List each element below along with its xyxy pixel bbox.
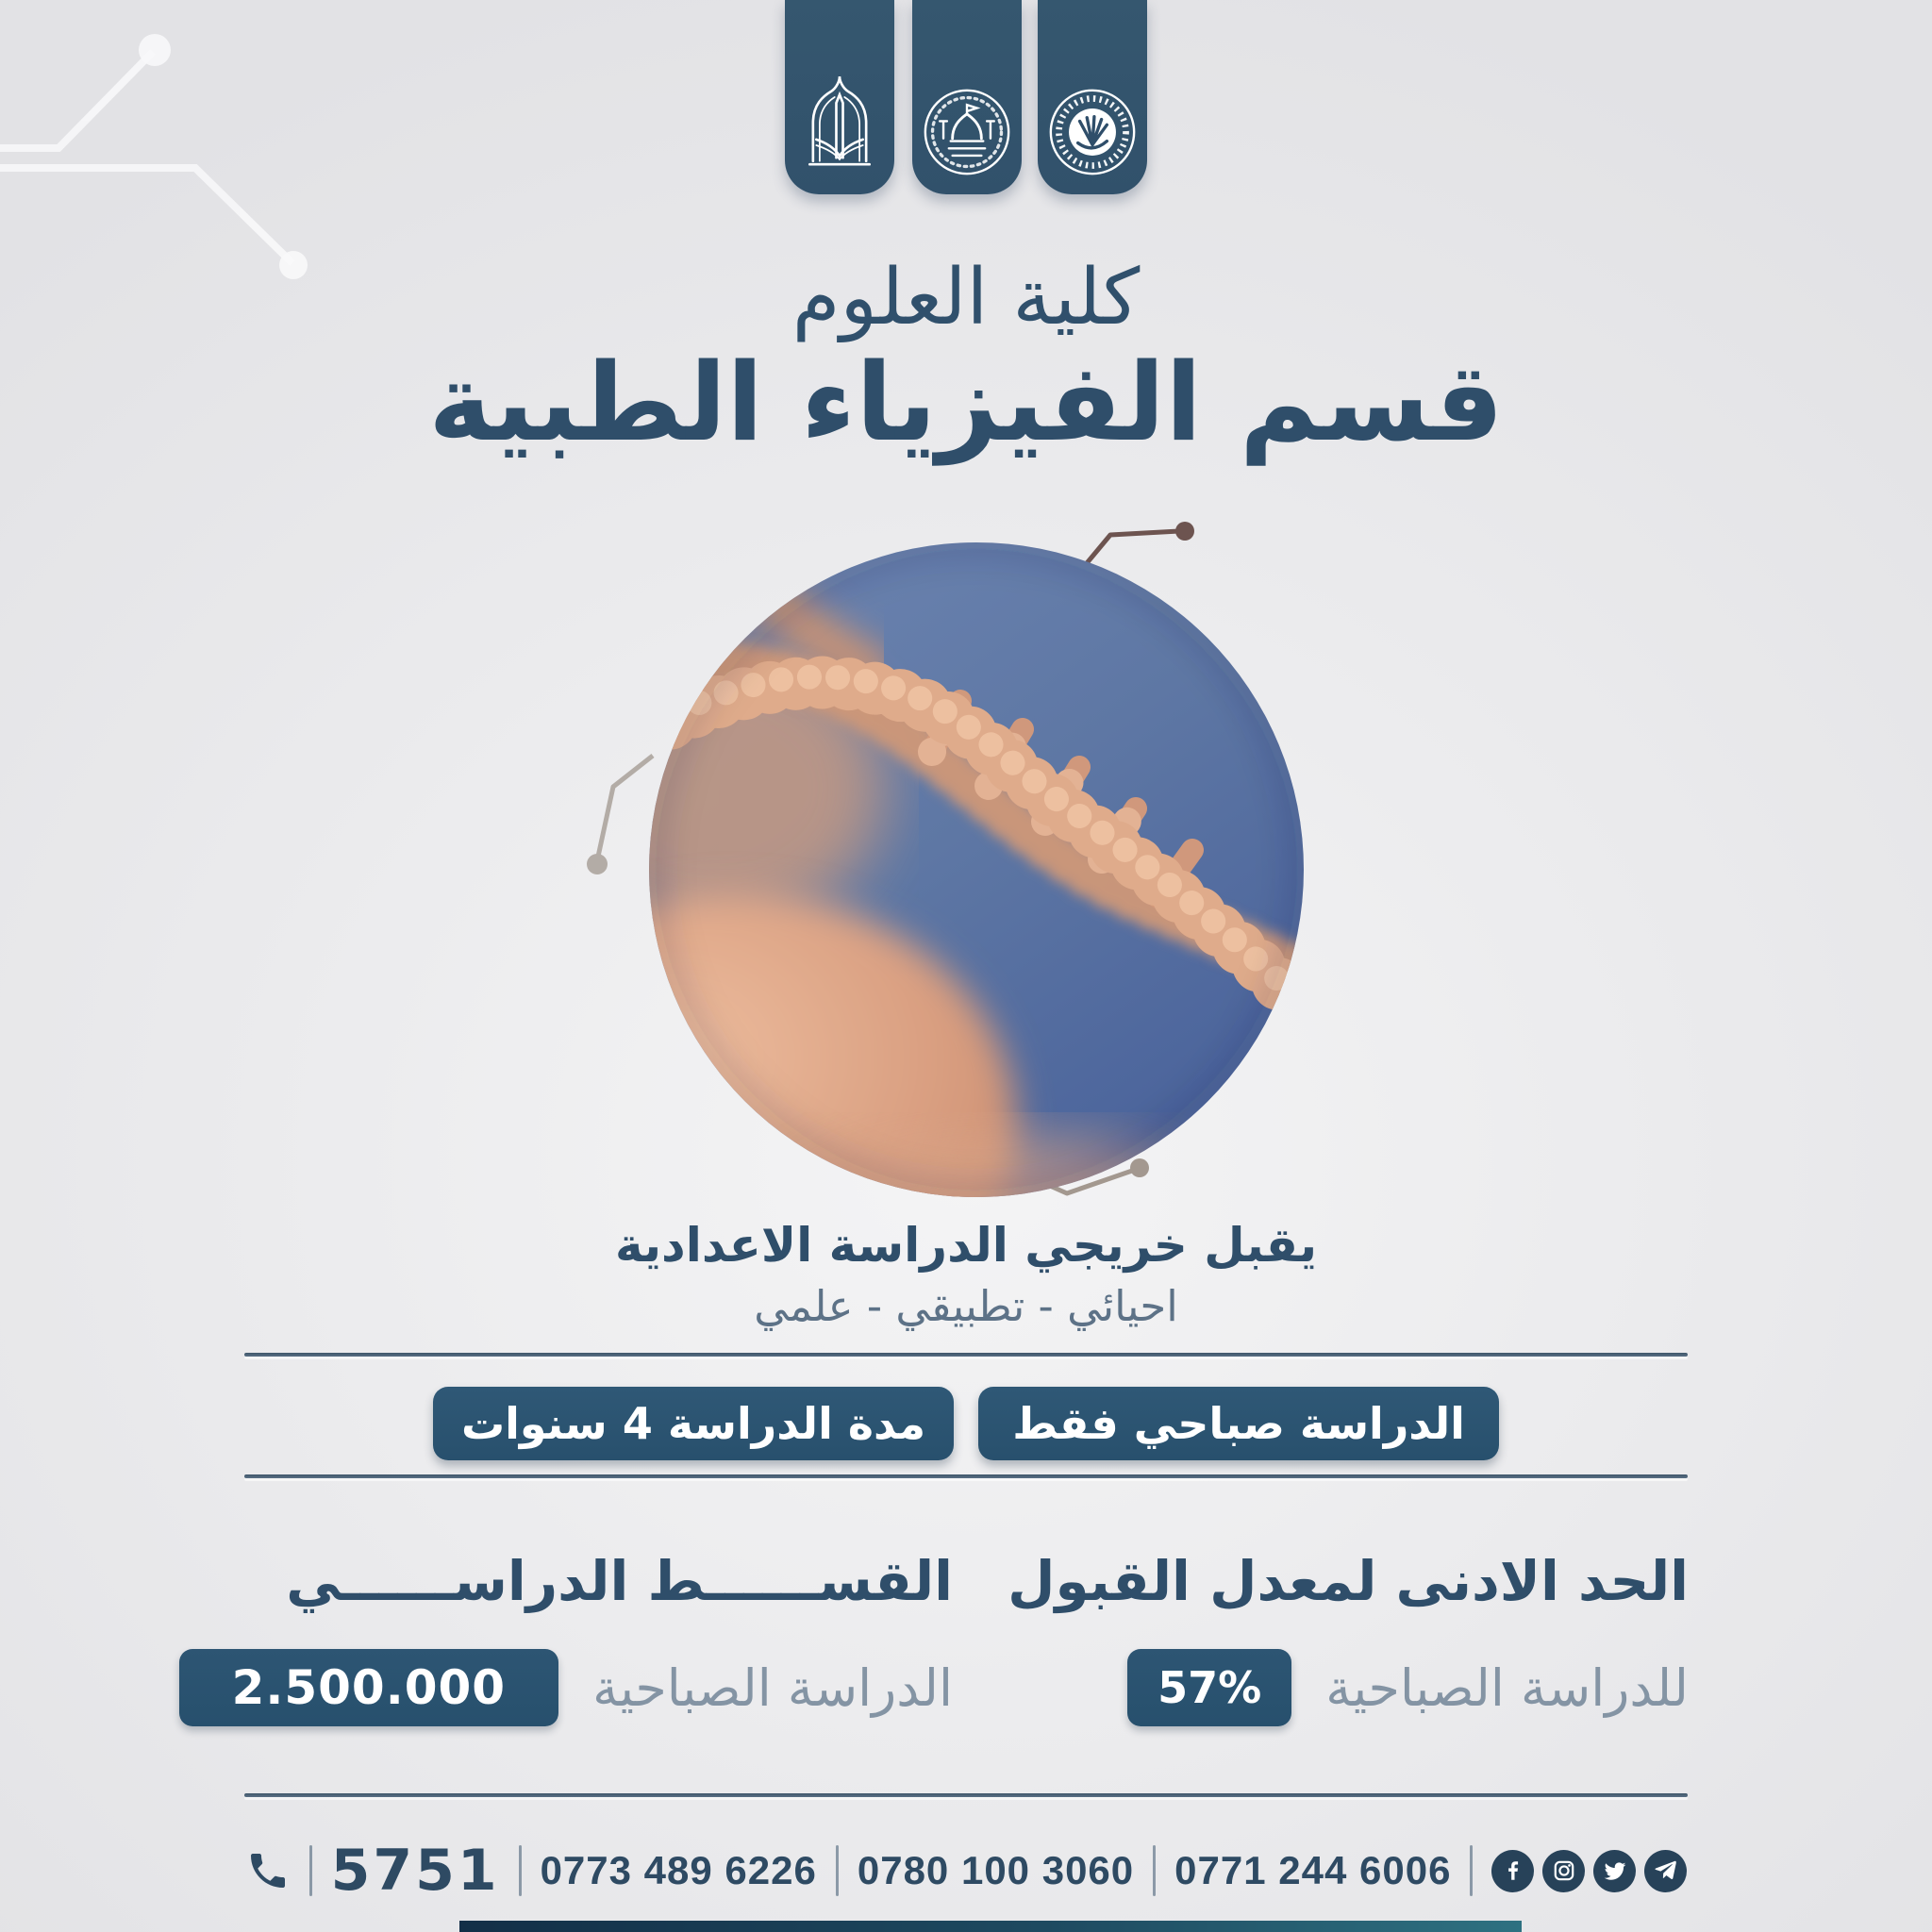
college-title: كلية العلوم — [791, 253, 1141, 342]
tuition-label: الدراسة الصباحية — [592, 1657, 953, 1718]
banner-ministry — [1038, 0, 1147, 194]
footer-separator — [836, 1845, 839, 1896]
admission-label: للدراسة الصباحية — [1325, 1657, 1689, 1718]
phone-icon — [245, 1848, 291, 1893]
divider-top — [244, 1353, 1688, 1357]
tuition-price-badge: 2.500.000 — [179, 1649, 559, 1726]
badge-row — [0, 1387, 1932, 1460]
morning-study-badge: الدراسة صباحي فقط — [978, 1387, 1499, 1460]
study-duration-badge: مدة الدراسة 4 سنوات — [433, 1387, 954, 1460]
tuition-row — [179, 1649, 953, 1726]
ministry-of-higher-education-logo-icon — [1047, 87, 1138, 177]
acceptance-tracks: احيائي - تطبيقي - علمي — [754, 1281, 1178, 1331]
footer-separator — [1470, 1845, 1473, 1896]
short-number: 5751 — [330, 1838, 500, 1904]
footer-separator — [1153, 1845, 1156, 1896]
instagram-icon[interactable] — [1542, 1850, 1585, 1892]
footer-separator — [519, 1845, 522, 1896]
acceptance-line: يقبل خريجي الدراسة الاعدادية — [614, 1218, 1318, 1273]
phone-number-2: 0780 100 3060 — [857, 1848, 1135, 1892]
bottom-accent-bar — [459, 1921, 1522, 1932]
holy-shrine-logo-icon — [922, 87, 1012, 177]
footer-contacts — [0, 1838, 1932, 1904]
divider-middle — [244, 1474, 1688, 1478]
social-icons — [1491, 1850, 1687, 1892]
banner-university — [785, 0, 894, 194]
tuition-header: القســــــط الدراســــــي — [286, 1549, 953, 1613]
twitter-icon[interactable] — [1593, 1850, 1636, 1892]
footer-separator — [309, 1845, 312, 1896]
facebook-icon[interactable] — [1491, 1850, 1534, 1892]
phone-number-3: 0771 244 6006 — [1174, 1848, 1452, 1892]
university-of-warith-logo-icon — [798, 72, 881, 177]
divider-bottom — [244, 1793, 1688, 1797]
department-title: قسم الفيزياء الطبية — [428, 340, 1504, 465]
banner-holy-shrine — [912, 0, 1022, 194]
admission-header: الحد الادنى لمعدل القبول — [1008, 1549, 1689, 1613]
admission-row — [1127, 1649, 1689, 1726]
phone-number-1: 0773 489 6226 — [540, 1848, 817, 1892]
telegram-icon[interactable] — [1644, 1850, 1687, 1892]
dna-helix-image — [649, 542, 1304, 1197]
admission-percentage-badge: 57% — [1127, 1649, 1291, 1726]
